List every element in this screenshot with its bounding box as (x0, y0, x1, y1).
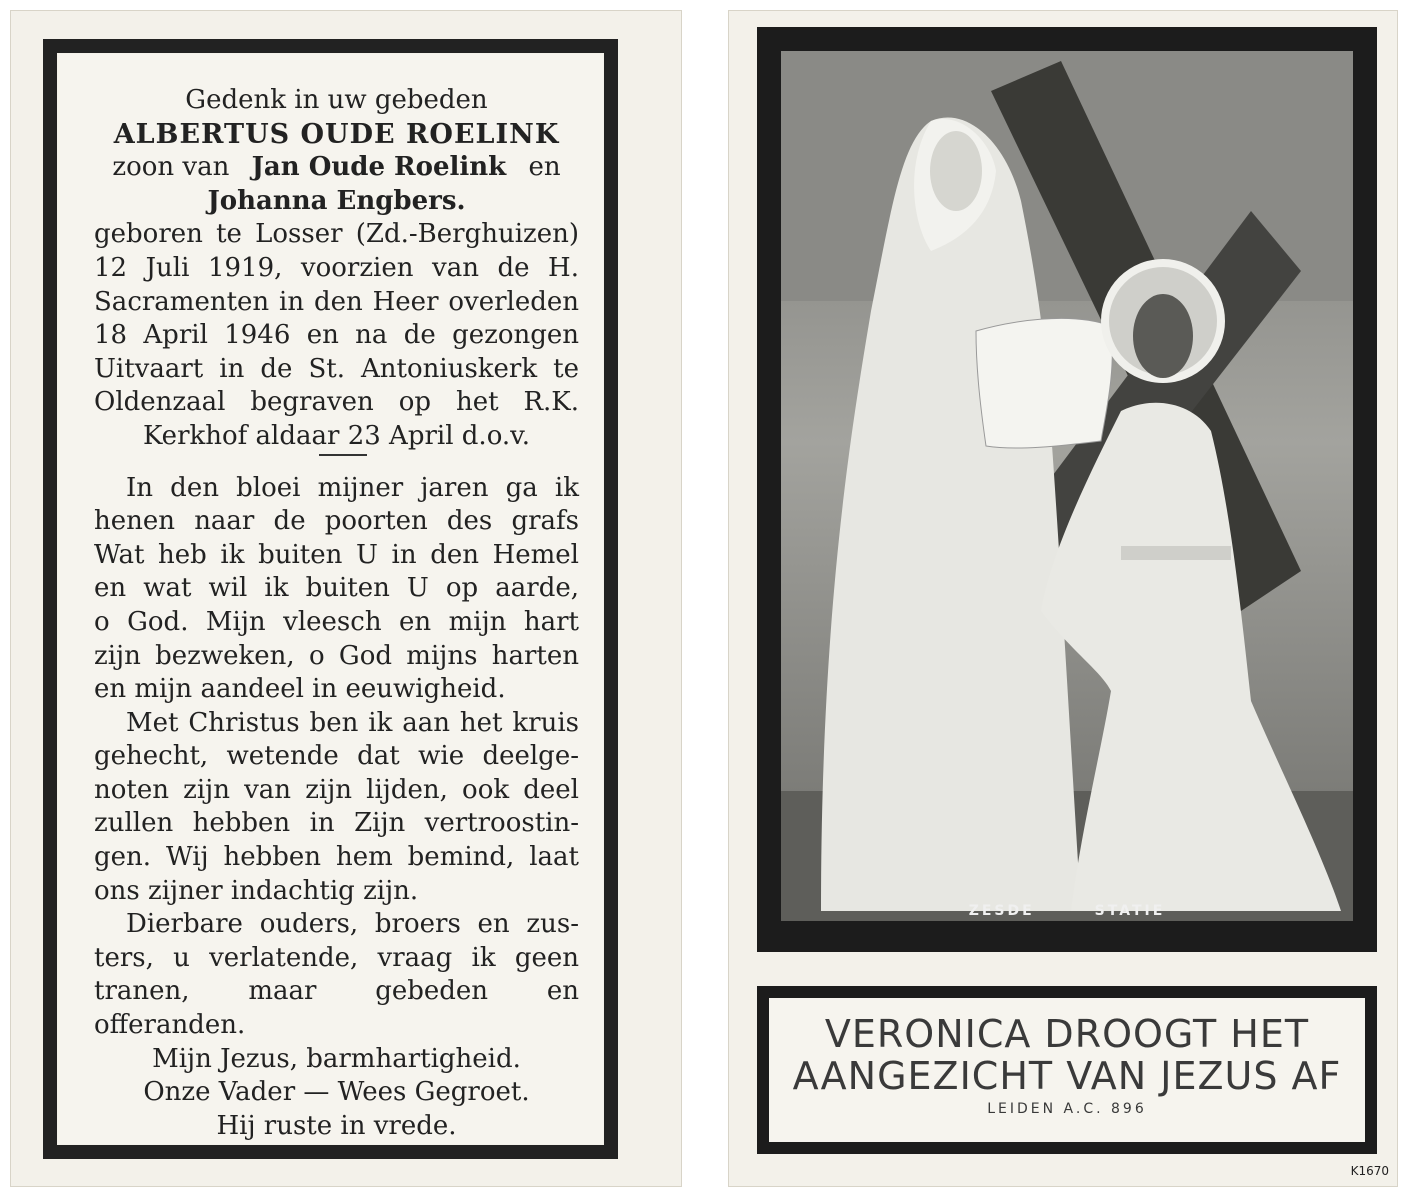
verse-line: ons zijner indachtig zijn. (94, 875, 419, 906)
closing-line: Onze Vader — Wees Gegroet. (143, 1077, 530, 1108)
intro-line: Gedenk in uw gebeden (185, 85, 488, 115)
verse-line: en wat wil ik buiten U op aarde, (94, 573, 579, 604)
verse-line: In den bloei mijner jaren ga ik (126, 472, 579, 503)
station-illustration (781, 51, 1353, 921)
memorial-text (94, 84, 579, 1143)
verse-line: gehecht, wetende dat wie deelge- (94, 741, 579, 772)
verse-line: o God. Mijn vleesch en mijn hart (94, 606, 579, 637)
bio-line: Kerkhof aldaar 23 April d.o.v. (142, 420, 531, 451)
picture-frame (757, 27, 1377, 952)
caption-line-1: VERONICA DROOGT HET (824, 1012, 1310, 1056)
bio-line: geboren te Losser (Zd.-Berghuizen) (94, 219, 579, 250)
verse-line: Wat heb ik buiten U in den Hemel (94, 539, 579, 570)
station-label (781, 903, 1353, 919)
verse-line: noten zijn van zijn lijden, ook deel (94, 774, 579, 805)
verse-line: zullen hebben in Zijn vertroostin- (94, 808, 579, 839)
text-panel (57, 53, 604, 1145)
verse-line: tranen, maar gebeden en offeranden. (94, 976, 579, 1041)
son-of-prefix: zoon van (112, 152, 230, 183)
and-word: en (528, 152, 561, 183)
veronica-face (930, 131, 982, 211)
verse-line: Dierbare ouders, broers en zus- (126, 909, 579, 940)
bio-line: 12 Juli 1919, voorzien van de H. (94, 252, 579, 283)
memorial-card-image-side (728, 10, 1398, 1187)
memorial-card-text-side (10, 10, 682, 1187)
verse-line: ters, u verlatende, vraag ik geen (94, 942, 579, 973)
deceased-name: ALBERTUS OUDE ROELINK (113, 118, 560, 150)
verse-line: en mijn aandeel in eeuwigheid. (94, 674, 506, 705)
closing-line: Mijn Jezus, barmhartigheid. (152, 1043, 521, 1074)
station-word-1: ZESDE (968, 903, 1035, 919)
station-word-2: STATIE (1094, 903, 1166, 919)
bio-line: 18 April 1946 en na de gezongen (94, 320, 579, 351)
parents-line (94, 151, 579, 185)
bio-line: Oldenzaal begraven op het R.K. (94, 387, 579, 418)
verse-line: gen. Wij hebben hem bemind, laat (94, 842, 579, 873)
caption-frame (757, 986, 1377, 1154)
verse-line: henen naar de poorten des grafs (94, 506, 579, 537)
father-name: Jan Oude Roelink (251, 152, 507, 183)
bio-line: Sacramenten in den Heer overleden (94, 286, 579, 317)
veil-cloth (976, 318, 1112, 448)
closing-line: Hij ruste in vrede. (216, 1110, 457, 1141)
verse-line: Met Christus ben ik aan het kruis (126, 707, 579, 738)
verse-line: zijn bezweken, o God mijns harten (94, 640, 579, 671)
print-code: K1670 (1350, 1164, 1389, 1178)
caption-panel (769, 998, 1365, 1142)
caption-line-2: AANGEZICHT VAN JEZUS AF (792, 1054, 1342, 1098)
publisher-line: LEIDEN A.C. 896 (987, 1101, 1147, 1117)
mother-name: Johanna Engbers. (207, 185, 466, 216)
black-mourning-border (43, 39, 618, 1159)
bio-line: Uitvaart in de St. Antoniuskerk te (94, 353, 579, 384)
veronica-jesus-illustration (781, 51, 1353, 921)
separator-rule (319, 454, 367, 456)
